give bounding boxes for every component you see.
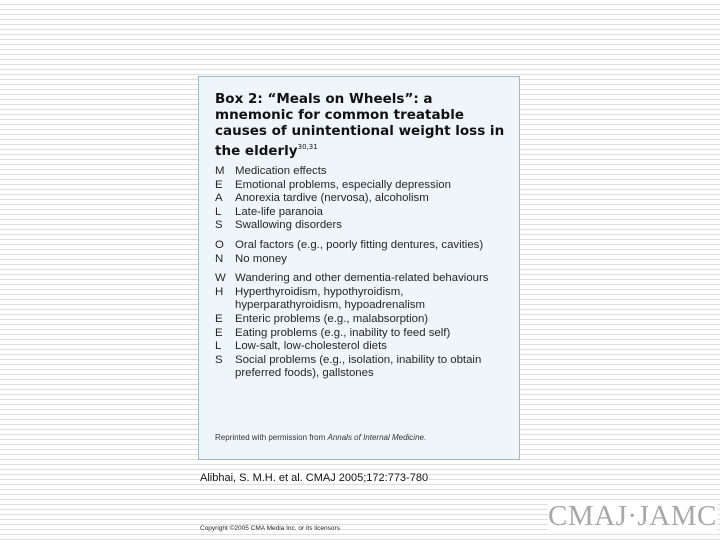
citation: Alibhai, S. M.H. et al. CMAJ 2005;172:773-780 [200, 472, 429, 484]
box-title-references: 30,31 [297, 143, 318, 151]
reprint-note [215, 433, 426, 442]
mnemonic-row [215, 192, 509, 206]
mnemonic-group [215, 239, 509, 266]
mnemonic-box [198, 76, 520, 460]
mnemonic-letter: H [215, 285, 224, 298]
mnemonic-row [215, 206, 509, 220]
mnemonic-group [215, 272, 509, 381]
mnemonic-row [215, 327, 509, 341]
mnemonic-text: Low-salt, low-cholesterol diets [235, 340, 387, 353]
mnemonic-letter: O [215, 238, 224, 251]
reprint-source: Annals of Internal Medicine [327, 433, 424, 442]
mnemonic-text: Wandering and other dementia-related behaviours [235, 272, 489, 285]
journal-logo: CMAJ·JAMC [548, 500, 717, 532]
mnemonic-text: No money [235, 252, 287, 265]
mnemonic-letter: E [215, 312, 223, 325]
mnemonic-row [215, 239, 509, 253]
mnemonic-row [215, 313, 509, 327]
mnemonic-text: Medication effects [235, 165, 327, 177]
mnemonic-row [215, 272, 509, 286]
mnemonic-text: Late-life paranoia [235, 205, 324, 218]
reprint-suffix: . [423, 433, 427, 442]
mnemonic-row [215, 354, 509, 381]
mnemonic-row [215, 219, 509, 233]
mnemonic-text: Emotional problems, especially depression [235, 178, 451, 191]
copyright-notice: Copyright ©2005 CMA Media Inc. or its licensors [200, 525, 340, 532]
mnemonic-letter: E [215, 326, 223, 339]
mnemonic-letter: N [215, 252, 224, 265]
mnemonic-letter: S [215, 353, 223, 366]
mnemonic-row [215, 165, 509, 179]
mnemonic-letter: W [215, 272, 226, 285]
mnemonic-list [215, 165, 509, 381]
box-title [215, 91, 509, 159]
mnemonic-row [215, 253, 509, 267]
mnemonic-letter: E [215, 178, 223, 191]
mnemonic-letter: M [215, 165, 225, 177]
mnemonic-text: Eating problems (e.g., inability to feed self) [235, 326, 451, 339]
mnemonic-letter: A [215, 192, 223, 205]
mnemonic-text: Swallowing disorders [235, 219, 342, 232]
mnemonic-row [215, 179, 509, 193]
mnemonic-row [215, 340, 509, 354]
mnemonic-letter: L [215, 340, 222, 353]
mnemonic-group [215, 165, 509, 233]
mnemonic-text: Oral factors (e.g., poorly fitting dentures, cavities) [235, 238, 484, 251]
mnemonic-letter: S [215, 219, 223, 232]
mnemonic-text: Anorexia tardive (nervosa), alcoholism [235, 192, 429, 205]
mnemonic-text: Hyperthyroidism, hypothyroidism, hyperparathyroidism, hypoadrenalism [235, 285, 425, 312]
mnemonic-row [215, 286, 509, 313]
reprint-prefix: Reprinted with permission from [215, 433, 328, 442]
box-title-text: Box 2: “Meals on Wheels”: a mnemonic for common treatable causes of unintentional weight loss in the elderly [215, 91, 505, 159]
mnemonic-letter: L [215, 205, 222, 218]
mnemonic-text: Enteric problems (e.g., malabsorption) [235, 312, 429, 325]
mnemonic-text: Social problems (e.g., isolation, inability to obtain preferred foods), gallstones [235, 353, 482, 380]
